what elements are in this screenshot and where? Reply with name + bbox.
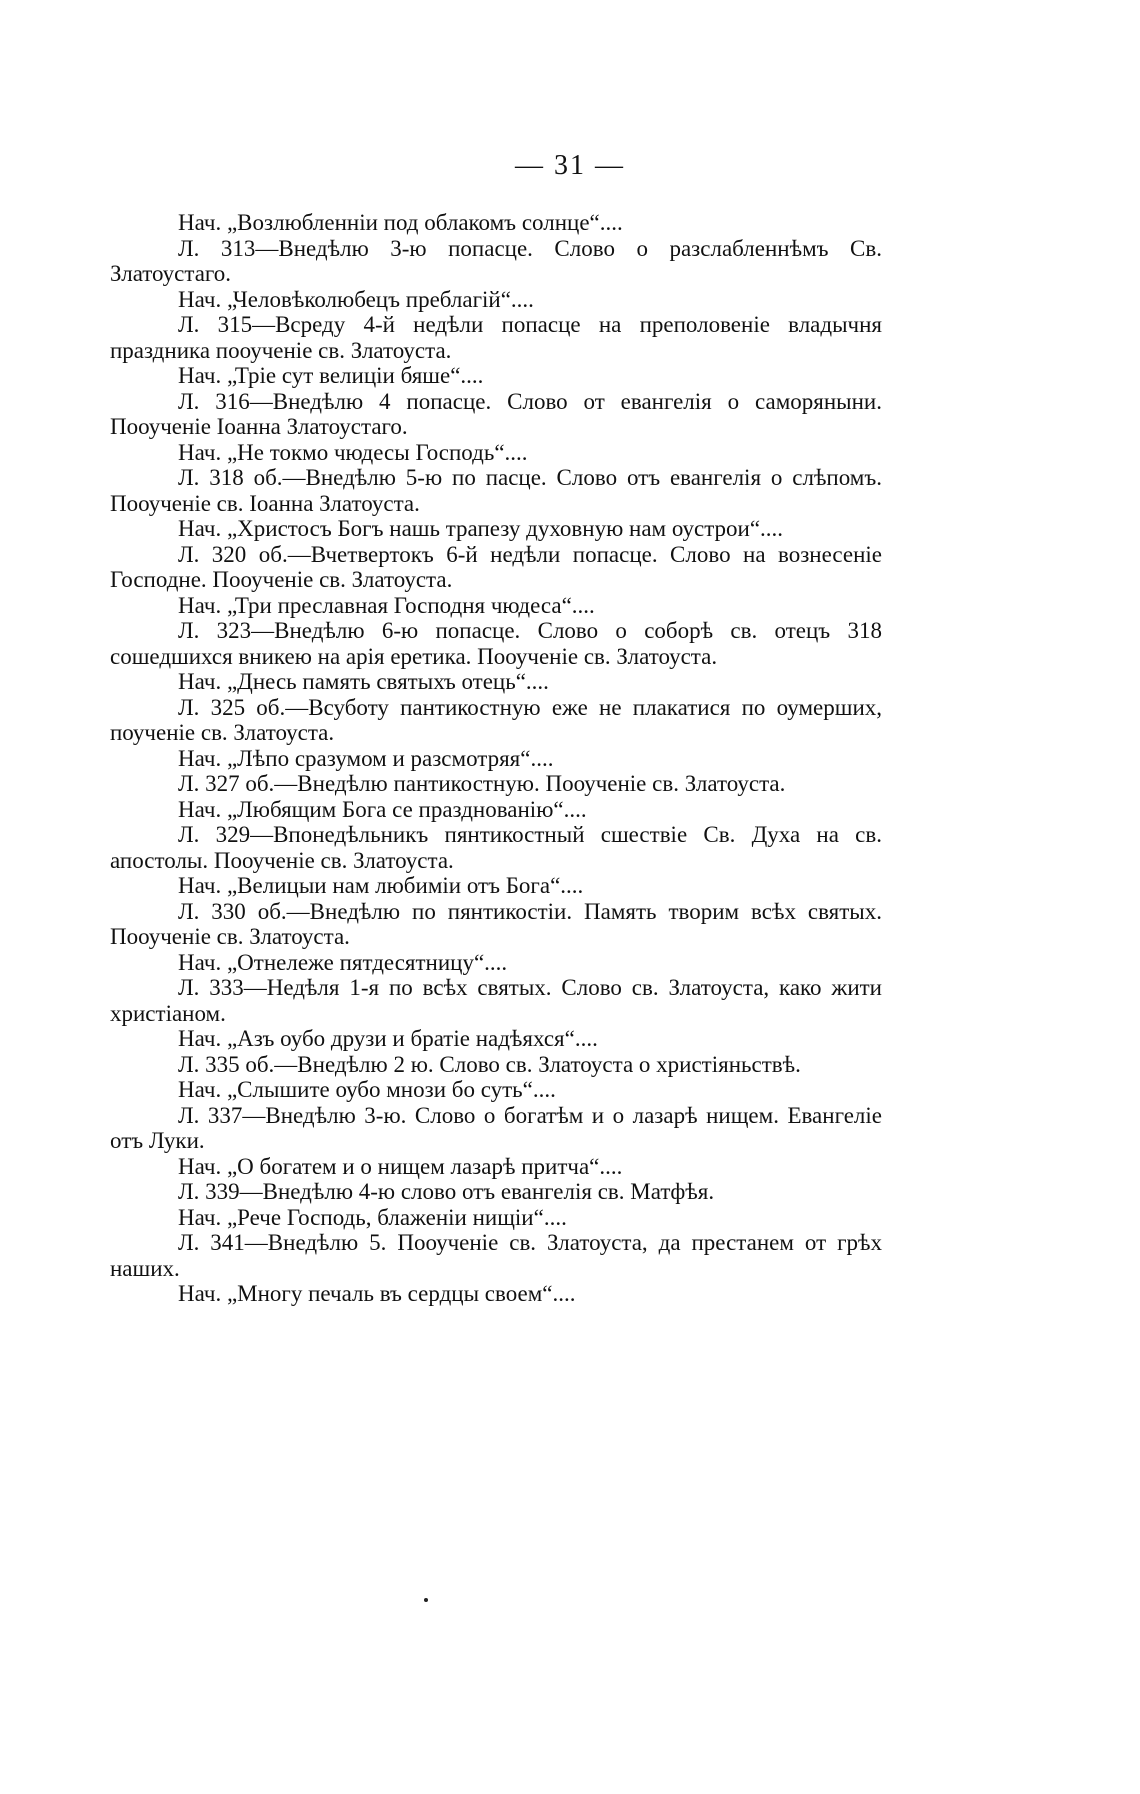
leaf-entry: Л. 339—Внедѣлю 4-ю слово отъ евангелія св. Матфѣя. [178,1179,715,1204]
incipit-line: Нач. „Отнележе пятдесятницу“.... [178,949,508,975]
leaf-entry: Л. 341—Внедѣлю 5. Пооученіе св. Златоуста, да престанем от грѣх наших. [110,1230,882,1281]
leaf-entry: Л. 315—Всреду 4-й недѣли попасце на преполовеніе владычня праздника пооученіе св. Златоуста. [110,312,882,363]
leaf-entry: Л. 337—Внедѣлю 3-ю. Слово о богатѣм и о лазарѣ нищем. Евангеліе отъ Луки. [110,1102,882,1153]
print-speck [424,1598,428,1602]
page-number: — 31 — [515,150,625,181]
leaf-entry: Л. 330 об.—Внедѣлю по пянтикостіи. Память творим всѣх святых. Пооученіе св. Златоуста. [110,898,882,949]
incipit-line: Нач. „Многу печаль въ сердцы своем“.... [178,1281,576,1306]
leaf-entry: Л. 327 об.—Внедѣлю пантикостную. Пооученіе св. Златоуста. [178,771,786,796]
leaf-entry: Л. 333—Недѣля 1-я по всѣх святых. Слово св. Златоуста, како жити христіаном. [110,975,882,1026]
leaf-entry: Л. 316—Внедѣлю 4 попасце. Слово от евангелія о саморяныни. Пооученіе Іоанна Златоустаго. [110,388,882,439]
leaf-entry: Л. 318 об.—Внедѣлю 5-ю по пасце. Слово отъ евангелія о слѣпомъ. Пооученіе св. Іоанна Златоуста. [110,465,882,516]
incipit-line: Нач. „Велицыи нам любиміи отъ Бога“.... [178,873,584,898]
incipit-line: Нач. „Любящим Бога се празднованію“.... [178,796,587,822]
leaf-entry: Л. 323—Внедѣлю 6-ю попасце. Слово о соборѣ св. отецъ 318 сошедшихся вникею на арія еретика. Пооученіе св. Златоуста. [110,618,882,669]
leaf-entry: Л. 329—Впонедѣльникъ пянтикостный сшествіе Св. Духа на св. апостолы. Пооученіе св. Златоуста. [110,822,882,873]
incipit-line: Нач. „Не токмо чюдесы Господь“.... [178,439,528,465]
incipit-line: Нач. „Возлюбленніи под облакомъ солнце“.... [178,210,623,235]
leaf-entry: Л. 335 об.—Внедѣлю 2 ю. Слово св. Златоуста о христіяньствѣ. [178,1051,801,1077]
leaf-entry: Л. 320 об.—Вчетвертокъ 6-й недѣли попасце. Слово на вознесеніе Господне. Пооученіе св. Златоуста. [110,541,882,592]
leaf-entry: Л. 313—Внедѣлю 3-ю попасце. Слово о разслабленнѣмъ Св. Златоустаго. [110,235,882,286]
incipit-line: Нач. „Азъ оубо друзи и братіе надѣяхся“.... [178,1026,598,1051]
leaf-entry: Нач. „Христосъ Богъ нашь трапезу духовную нам оустрои“.... [178,516,784,541]
incipit-line: Нач. „Днесь память святыхъ отець“.... [178,669,549,694]
incipit-line: Нач. „Три преславная Господня чюдеса“.... [178,592,595,618]
incipit-line: Нач. „Тріе сут велиціи бяше“.... [178,363,484,388]
catalog-text [110,210,882,1307]
incipit-line: Нач. „О богатем и о нищем лазарѣ притча“.... [178,1153,623,1179]
incipit-line: Нач. „Человѣколюбецъ преблагій“.... [178,286,534,312]
incipit-line: Нач. „Рече Господь, блаженіи нищіи“.... [178,1204,567,1230]
incipit-line: Нач. „Лѣпо сразумом и разсмотряя“.... [178,745,554,771]
incipit-line: Нач. „Слышите оубо мнози бо суть“.... [178,1077,556,1102]
leaf-entry: Л. 325 об.—Всуботу пантикостную еже не плакатися по оумерших, поученіе св. Златоуста. [110,694,882,745]
